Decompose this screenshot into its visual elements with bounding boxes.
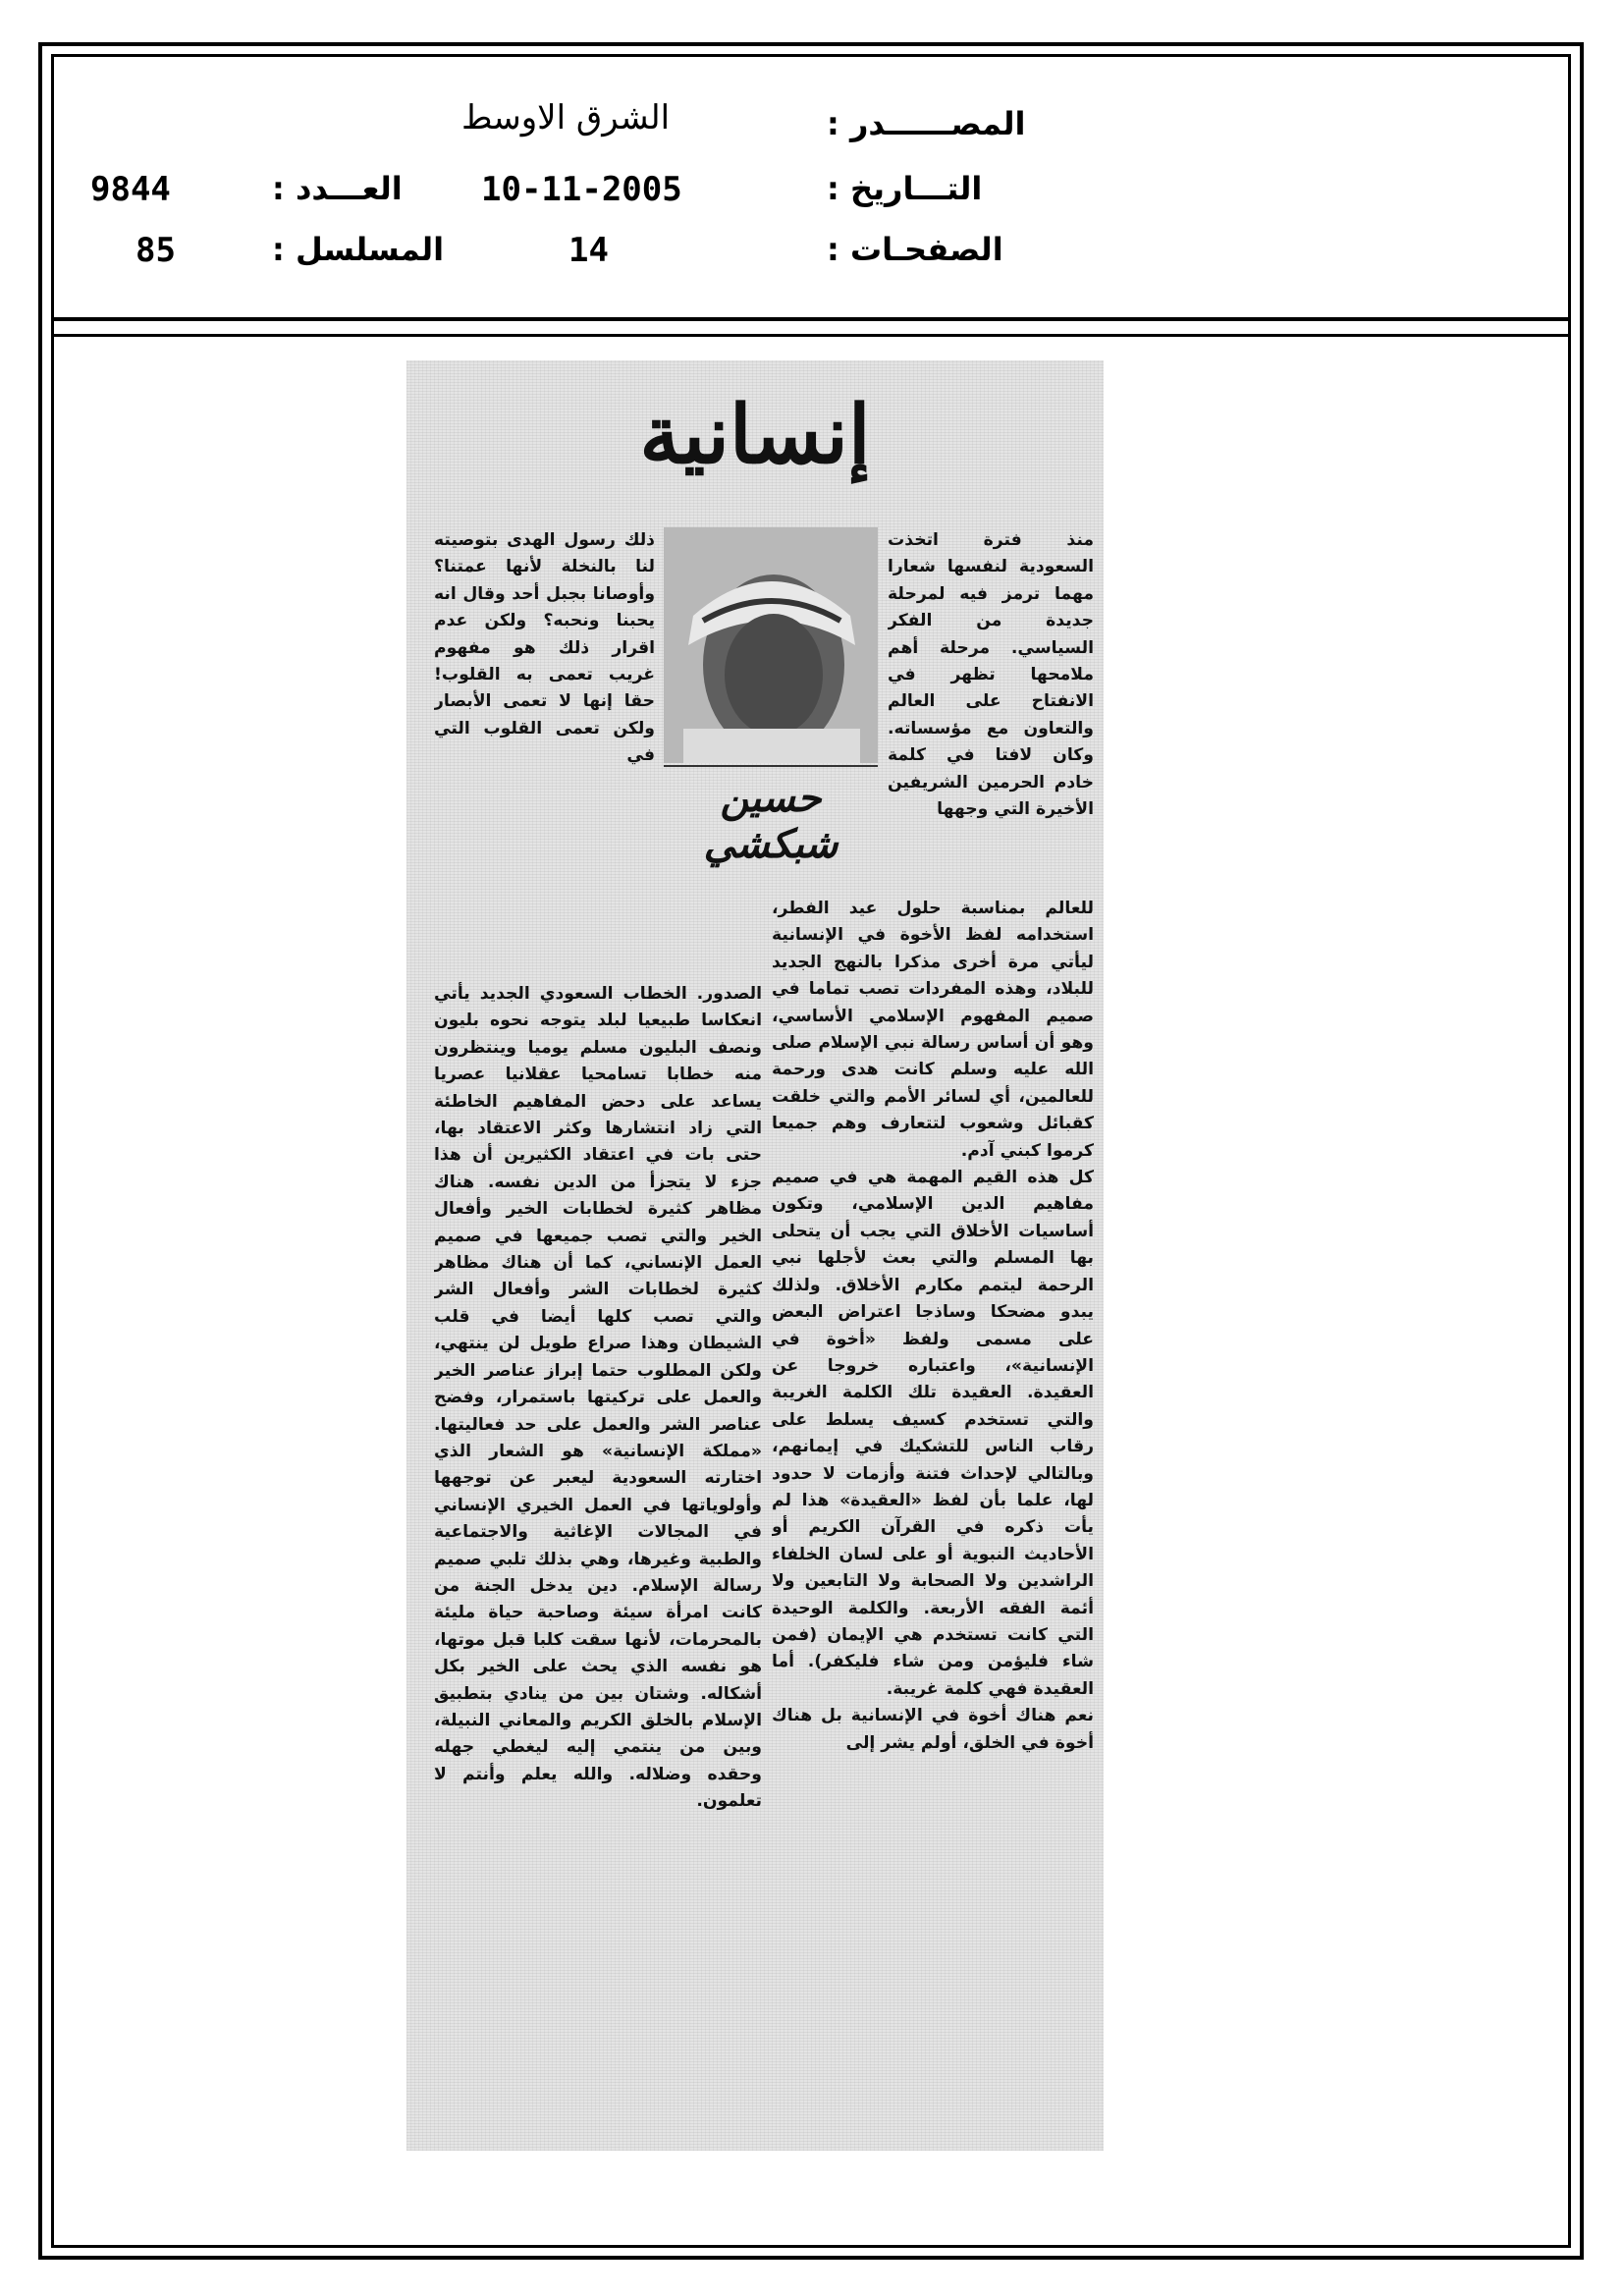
- left-column-top: ذلك رسول الهدى بتوصيته لنا بالنخلة لأنها عمتنا؟ وأوصانا بجبل أحد وقال انه يحبنا ونحبه؟ ولكن عدم اقرار ذلك هو مفهوم غريب تعمى به القلوب! حقا إنها لا تعمى الأبصار ولكن تعمى القلوب التي في: [434, 530, 655, 766]
- pages-label: الصفحـات :: [827, 231, 1003, 268]
- source-value: الشرق الاوسط: [461, 98, 671, 137]
- serial-label: المسلسل :: [272, 231, 445, 268]
- serial-value: 85: [135, 231, 176, 270]
- byline-rule: [664, 765, 878, 767]
- date-label: التـــاريخ :: [827, 170, 983, 207]
- header-divider-secondary: [51, 334, 1571, 337]
- newspaper-clipping: [406, 360, 1104, 2151]
- left-column-main: الصدور. الخطاب السعودي الجديد يأتي انعكاسا طبيعيا لبلد يتوجه نحوه بليون ونصف البليون مسلم يوميا وينتظرون منه خطابا تسامحيا عقلانيا عصريا يساعد على دحض المفاهيم الخاطئة التي زاد انتشارها وكثر الاعتقاد بها، حتى بات في اعتقاد الكثيرين أن هذا جزء لا يتجزأ من الدين نفسه. هناك مظاهر كثيرة لخطابات الخير وأفعال الخير والتي تصب جميعها في صميم العمل الإنساني، كما أن هناك مظاهر كثيرة لخطابات الشر وأفعال الشر والتي تصب كلها أيضا في قلب الشيطان وهذا صراع طويل لن ينتهي، ولكن المطلوب حتما إبراز عناصر الخير والعمل على تركيتها باستمرار، وفضح عناصر الشر والعمل على حد فعاليتها. «مملكة الإنسانية» هو الشعار الذي اختارته السعودية ليعبر عن توجهها وأولوياتها في العمل الخيري الإنساني في المجالات الإغاثية والاجتماعية والطبية وغيرها، وهي بذلك تلبي صميم رسالة الإسلام. دين يدخل الجنة من كانت امرأة سيئة وصاحبة حياة مليئة بالمحرمات، لأنها سقت كلبا قبل موتها، هو نفسه الذي يحث على الخير بكل أشكاله. وشتان بين من ينادي بتطبيق الإسلام بالخلق الكريم والمعاني النبيلة، وبين من ينتمي إليه ليغطي جهله وحقده وضلاله. والله يعلم وأنتم لا تعلمون.: [434, 984, 762, 1812]
- pages-value: 14: [568, 231, 609, 270]
- header-divider: [51, 317, 1571, 321]
- right-column-top: منذ فترة اتخذت السعودية لنفسها شعارا مهما ترمز فيه لمرحلة جديدة من الفكر السياسي. مرحلة أهم ملامحها تظهر في الانفتاح على العالم والتعاون مع مؤسساته. وكان لافتا في كلمة خادم الحرمين الشريفين الأخيرة التي وجهها: [888, 530, 1094, 820]
- author-portrait-icon: [664, 527, 878, 763]
- article-headline: إنسانية: [639, 388, 871, 482]
- source-label: المصــــــدر :: [827, 105, 1026, 142]
- issue-label: العـــدد :: [272, 170, 403, 207]
- issue-value: 9844: [90, 170, 171, 209]
- right-column-main: للعالم بمناسبة حلول عيد الفطر، استخدامه لفظ الأخوة في الإنسانية ليأتي مرة أخرى مذكرا بالنهج الجديد للبلاد، وهذه المفردات تصب تماما في صميم المفهوم الإسلامي الأساسي، وهو أن أساس رسالة نبي الإسلام صلى الله عليه وسلم كانت هدى ورحمة للعالمين، أي لسائر الأمم والتي خلقت كقبائل وشعوب لتتعارف وهم جميعا كرموا كبني آدم. كل هذه القيم المهمة هي في صميم مفاهيم الدين الإسلامي، وتكون أساسيات الأخلاق التي يجب أن يتحلى بها المسلم والتي بعث لأجلها نبي الرحمة ليتمم مكارم الأخلاق. ولذلك يبدو مضحكا وساذجا اعتراض البعض على مسمى ولفظ «أخوة في الإنسانية»، واعتباره خروجا عن العقيدة. العقيدة تلك الكلمة الغريبة والتي تستخدم كسيف يسلط على رقاب الناس للتشكيك في إيمانهم، وبالتالي لإحداث فتنة وأزمات لا حدود لها، علما بأن لفظ «العقيدة» هذا لم يأت ذكره في القرآن الكريم أو الأحاديث النبوية أو على لسان الخلفاء الراشدين ولا الصحابة ولا التابعين ولا أئمة الفقه الأربعة. والكلمة الوحيدة التي كانت تستخدم هي الإيمان (فمن شاء فليؤمن ومن شاء فليكفر). أما العقيدة فهي كلمة غريبة. نعم هناك أخوة في الإنسانية بل هناك أخوة في الخلق، أولم يشر إلى: [772, 899, 1094, 1753]
- author-photo: [664, 527, 878, 763]
- date-value: 10-11-2005: [481, 170, 682, 209]
- author-name: حسين شبكشي: [703, 775, 839, 867]
- archive-header: [51, 54, 1571, 317]
